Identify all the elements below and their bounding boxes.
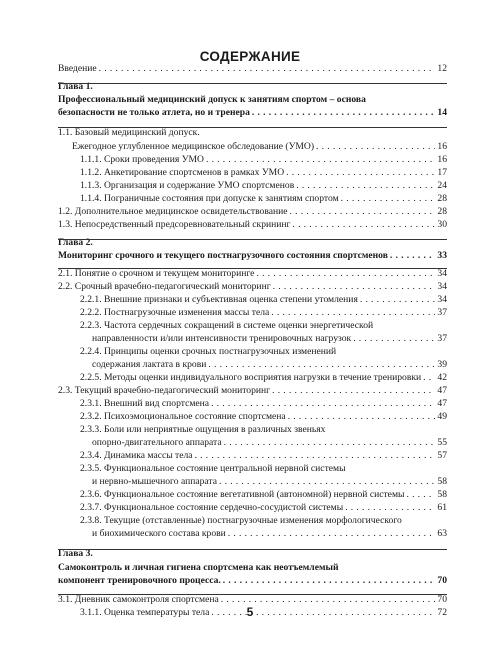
toc-entry-title: 2.3.8. Текущие (отставленные) постнагрузочные изменения морфологического <box>80 515 402 526</box>
toc-entry[interactable] <box>58 320 447 332</box>
toc-entry[interactable] <box>58 127 447 139</box>
toc-entry-title: содержания лактата в крови <box>92 359 207 370</box>
page-number: 5 <box>246 605 254 619</box>
toc-entry[interactable] <box>58 94 447 106</box>
toc-entry[interactable] <box>58 167 447 179</box>
toc-entry-page: 70 <box>437 575 447 586</box>
toc-entry-page: 72 <box>437 607 447 618</box>
toc-entry-title: 1.1. Базовый медицинский допуск. <box>58 127 200 138</box>
divider <box>58 239 447 240</box>
toc-entry[interactable] <box>58 476 447 488</box>
toc-entry-page: 39 <box>437 359 447 370</box>
toc-dot-leader <box>288 411 436 423</box>
toc-entry[interactable] <box>58 437 447 449</box>
page-title: СОДЕРЖАНИЕ <box>199 49 301 64</box>
toc-entry-title: опорно-двигательного аппарата <box>92 437 222 448</box>
toc-entry[interactable] <box>58 562 447 574</box>
toc-entry[interactable] <box>58 206 447 218</box>
toc-entry-title: 2.3. Текущий врачебно-педагогический мониторинг <box>58 385 271 396</box>
toc-entry[interactable] <box>58 268 447 280</box>
toc-entry-title: 2.2.2. Постнагрузочные изменения массы тела <box>80 307 270 318</box>
toc-entry-title: компонент тренировочного процесса. <box>58 575 221 586</box>
toc-entry-title: Ежегодное углубленное медицинское обследование (УМО) <box>72 141 315 152</box>
toc-entry[interactable] <box>58 63 447 75</box>
toc-entry[interactable] <box>58 359 447 371</box>
toc-entry-page: 42 <box>437 372 447 383</box>
toc-entry[interactable] <box>58 575 447 587</box>
toc-entry-title: 1.3. Непосредственный предсоревновательный скрининг <box>58 219 291 230</box>
toc-entry[interactable] <box>58 515 447 527</box>
toc-entry-title: Глава 2. <box>58 237 93 248</box>
toc-entry-page: 28 <box>437 206 447 217</box>
toc-entry[interactable] <box>58 107 447 119</box>
toc-entry-page: 28 <box>437 193 447 204</box>
toc-dot-leader <box>252 107 436 119</box>
divider <box>58 549 447 550</box>
toc-entry[interactable] <box>58 489 447 501</box>
toc-entry-page: 33 <box>437 250 447 261</box>
toc-entry-page: 24 <box>437 180 447 191</box>
toc-entry-page: 47 <box>437 398 447 409</box>
toc-entry-title: 2.2.4. Принципы оценки срочных постнагрузочных изменений <box>80 346 337 357</box>
toc-dot-leader <box>271 307 435 319</box>
toc-entry[interactable] <box>58 193 447 205</box>
toc-entry-title: 2.3.3. Боли или неприятные ощущения в различных звеньях <box>80 424 326 435</box>
toc-entry-page: 61 <box>437 502 447 513</box>
toc-entry-title: 2.3.6. Функциональное состояние вегетативной (автономной) нервной системы <box>80 489 405 500</box>
toc-dot-leader <box>345 502 435 514</box>
toc-entry-title: безопасности не только атлета, но и тренера <box>58 107 250 118</box>
toc-entry-page: 37 <box>437 307 447 318</box>
toc-entry-page: 17 <box>437 167 447 178</box>
toc-dot-leader <box>341 193 436 205</box>
toc-entry[interactable] <box>58 333 447 345</box>
toc-entry-title: 3.1. Дневник самоконтроля спортсмена <box>58 594 219 605</box>
toc-dot-leader <box>256 268 435 280</box>
toc-entry-page: 34 <box>437 281 447 292</box>
toc-entry-page: 58 <box>437 476 447 487</box>
toc-entry-title: 1.1.4. Пограничные состояния при допуске к занятиям спортом <box>80 193 339 204</box>
toc-entry[interactable] <box>58 398 447 410</box>
toc-entry[interactable] <box>58 294 447 306</box>
toc-entry-title: и нервно-мышечного аппарата <box>92 476 217 487</box>
toc-entry-page: 63 <box>437 528 447 539</box>
toc-entry-title: 2.3.1. Внешний вид спортсмена <box>80 398 210 409</box>
toc-entry-page: 34 <box>437 268 447 279</box>
toc-entry-page: 16 <box>437 141 447 152</box>
toc-entry[interactable] <box>58 411 447 423</box>
toc-entry-page: 70 <box>437 594 447 605</box>
divider <box>58 268 447 269</box>
toc-entry-title: Глава 1. <box>58 81 93 92</box>
toc-entry-page: 47 <box>437 385 447 396</box>
toc-dot-leader <box>290 206 436 218</box>
divider <box>58 127 447 128</box>
toc-entry-title: 3.1.1. Оценка температуры тела <box>80 607 210 618</box>
toc-entry-title: Профессиональный медицинский допуск к занятиям спортом – основа <box>58 94 366 105</box>
toc-entry-title: 2.3.4. Динамика массы тела <box>80 450 193 461</box>
toc-dot-leader <box>206 154 435 166</box>
toc-entry-page: 55 <box>437 437 447 448</box>
toc-entry-title: и биохимического состава крови <box>92 528 226 539</box>
toc-entry-page: 49 <box>437 411 447 422</box>
toc-dot-leader <box>224 437 436 449</box>
toc-entry-title: Мониторинг срочного и текущего постнагрузочного состояния спортсменов <box>58 250 388 261</box>
toc-entry[interactable] <box>58 281 447 293</box>
toc-dot-leader <box>316 141 435 153</box>
toc-dot-leader <box>228 528 436 540</box>
toc-dot-leader <box>272 385 435 397</box>
toc-dot-leader <box>286 167 435 179</box>
toc-dot-leader <box>353 333 435 345</box>
toc-entry-title: 2.1. Понятие о срочном и текущем мониторинге <box>58 268 255 279</box>
toc-entry-page: 30 <box>437 219 447 230</box>
toc-entry-page: 14 <box>437 107 447 118</box>
toc-dot-leader <box>208 359 435 371</box>
toc-entry-page: 16 <box>437 154 447 165</box>
toc-entry-page: 37 <box>437 333 447 344</box>
toc-entry[interactable] <box>58 424 447 436</box>
toc-dot-leader <box>390 250 435 262</box>
toc-entry[interactable] <box>58 528 447 540</box>
toc-entry[interactable] <box>58 307 447 319</box>
toc-entry-title: 2.2.1. Внешние признаки и субъективная оценка степени утомления <box>80 294 358 305</box>
toc-entry-title: Самоконтроль и личная гигиена спортсмена как неотъемлемый <box>58 562 339 573</box>
toc-dot-leader <box>423 372 435 384</box>
toc-dot-leader <box>360 294 436 306</box>
toc-entry[interactable] <box>58 502 447 514</box>
toc-entry[interactable] <box>58 250 447 262</box>
toc-entry[interactable] <box>58 346 447 358</box>
toc-entry-page: 57 <box>437 450 447 461</box>
toc-entry-title: 2.3.2. Психоэмоциональное состояние спортсмена <box>80 411 286 422</box>
divider <box>58 83 447 84</box>
toc-dot-leader <box>219 476 435 488</box>
toc-entry-title: 1.1.2. Анкетирование спортсменов в рамках УМО <box>80 167 285 178</box>
toc-entry-title: 2.3.5. Функциональное состояние центральной нервной системы <box>80 463 346 474</box>
toc-entry-title: 1.1.3. Организация и содержание УМО спортсменов <box>80 180 295 191</box>
toc-entry[interactable] <box>58 219 447 231</box>
toc-entry-title: 2.2. Срочный врачебно-педагогический мониторинг <box>58 281 271 292</box>
divider <box>58 594 447 595</box>
toc-entry-title: направленности и/или интенсивности тренировочных нагрузок <box>92 333 352 344</box>
toc-entry-page: 58 <box>437 489 447 500</box>
toc-entry-title: Введение <box>58 63 97 74</box>
toc-entry-title: 2.2.3. Частота сердечных сокращений в системе оценки энергетической <box>80 320 374 331</box>
toc-dot-leader <box>296 180 435 192</box>
toc-entry[interactable] <box>58 154 447 166</box>
toc-dot-leader <box>195 450 436 462</box>
toc-entry-page: 12 <box>437 63 447 74</box>
toc-dot-leader <box>211 398 435 410</box>
toc-entry[interactable] <box>58 372 447 384</box>
toc-dot-leader <box>223 575 436 587</box>
toc-entry[interactable] <box>58 141 447 153</box>
toc-entry-title: Глава 3. <box>58 548 93 559</box>
toc-entry[interactable] <box>58 385 447 397</box>
toc-entry[interactable] <box>58 450 447 462</box>
toc-entry[interactable] <box>58 463 447 475</box>
toc-entry-title: 1.1.1. Сроки проведения УМО <box>80 154 204 165</box>
toc-dot-leader <box>406 489 435 501</box>
toc-dot-leader <box>273 281 436 293</box>
toc-entry-title: 2.2.5. Методы оценки индивидуального восприятия нагрузки в течение тренировки <box>80 372 422 383</box>
toc-entry[interactable] <box>58 180 447 192</box>
toc-dot-leader <box>99 63 436 75</box>
toc-dot-leader <box>292 219 435 231</box>
toc-entry-page: 34 <box>437 294 447 305</box>
toc-entry-title: 1.2. Дополнительное медицинское освидетельствование <box>58 206 288 217</box>
toc-entry-title: 2.3.7. Функциональное состояние сердечно-сосудистой системы <box>80 502 344 513</box>
